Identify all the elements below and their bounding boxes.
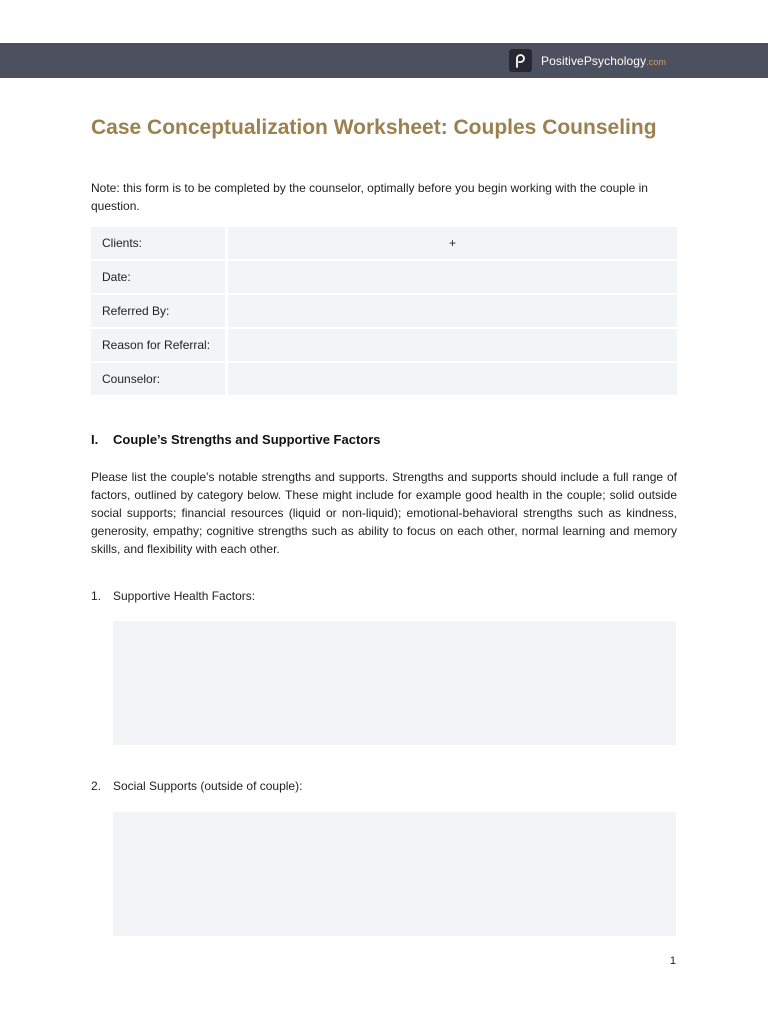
clients-label: Clients: [91,227,225,259]
referred-by-field[interactable] [228,295,677,327]
item-label [91,777,302,795]
section-intro: Please list the couple's notable strengths and supports. Strengths and supports should include a full range of factors, outlined by category below. These might include for example good health in the couple; solid outside social supports; financial resources (liquid or non-liquid); emotional-behavioral strengths such as kindness, generosity, empathy; cognitive strengths such as ability to focus on each other, normal learning and memory skills, and flexibility with each other. [91,470,677,556]
reason-for-referral-field[interactable] [228,329,677,361]
referred-by-label: Referred By: [91,295,225,327]
item-text: Supportive Health Factors: [113,589,256,603]
brand-suffix: .com [646,56,667,67]
counselor-field[interactable] [228,363,677,395]
table-row [91,227,677,261]
counselor-label: Counselor: [91,363,225,395]
social-supports-answer-box[interactable] [113,812,676,936]
item-number: 2. [91,779,102,793]
item-text: Social Supports (outside of couple): [113,779,303,793]
date-field[interactable] [228,261,677,293]
page-number: 1 [669,955,676,967]
document-title: Case Conceptualization Worksheet: Couples Counseling [91,116,657,139]
supportive-health-factors-answer-box[interactable] [113,621,676,745]
section-title: Couple’s Strengths and Supportive Factors [113,432,381,447]
table-row [91,363,677,397]
client-info-table [91,227,677,397]
date-label: Date: [91,261,225,293]
item-number: 1. [91,589,102,603]
p-logo-icon [509,49,532,72]
brand[interactable] [509,49,666,72]
reason-for-referral-label: Reason for Referral: [91,329,225,361]
instruction-note: Note: this form is to be completed by the counselor, optimally before you begin working with the couple in question. [91,181,648,213]
section-heading [91,432,381,447]
section-number: I. [91,432,99,447]
table-row [91,261,677,295]
brand-name [541,54,666,68]
item-label [91,587,255,605]
brand-name-text: PositivePsychology [541,53,647,68]
table-row [91,295,677,329]
clients-field[interactable]: + [228,227,677,259]
table-row [91,329,677,363]
